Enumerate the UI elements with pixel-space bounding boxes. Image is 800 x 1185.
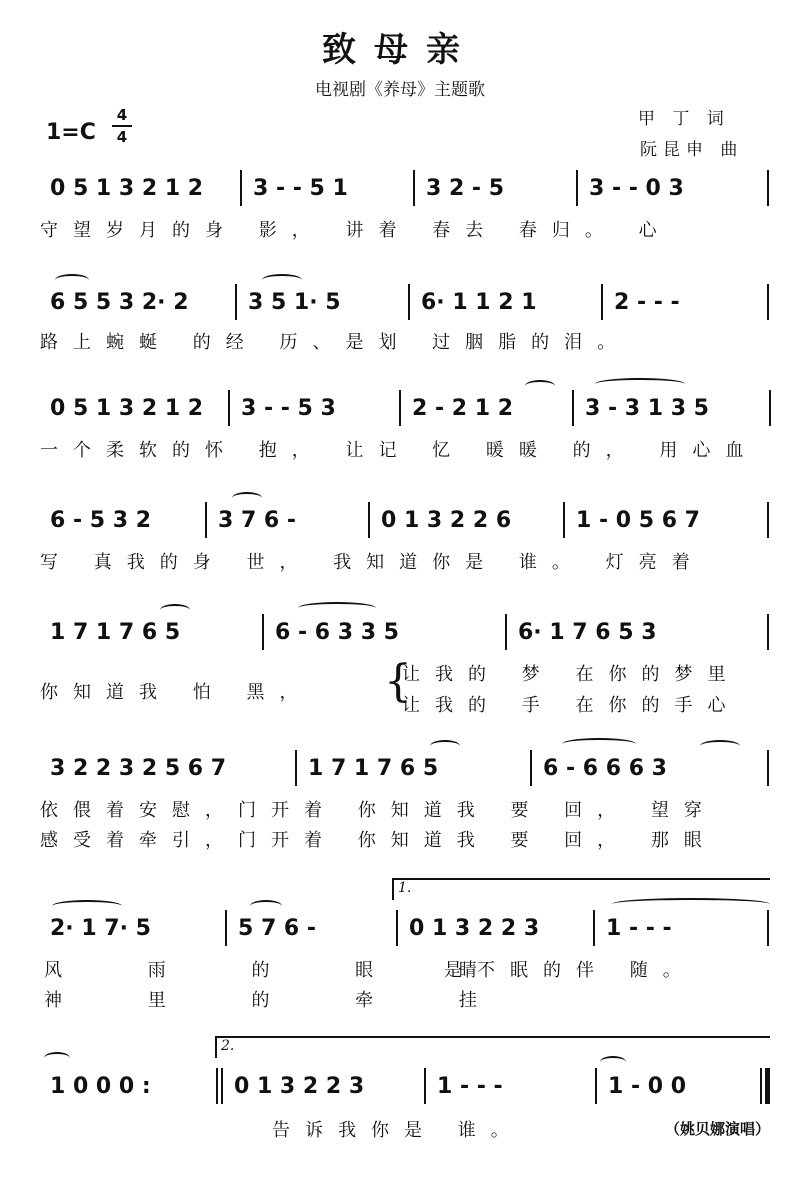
lyric-line: 守望岁月的身 影， 讲着 春去 春归。 心 — [40, 220, 672, 241]
staff-system-2 — [0, 282, 800, 322]
lyric-line: 神 里 的 牵 挂 — [44, 990, 517, 1011]
measure: 0 1 3 2 2 3 — [234, 1073, 365, 1099]
lyric-verse-2: 让我的 手 在你的手心 — [402, 695, 741, 716]
measure: 3 - - 5 1 — [253, 175, 348, 201]
measure: 1 0 0 0 : — [50, 1073, 151, 1099]
measure: 6 5 5 3 2· 2 — [50, 289, 189, 315]
verse-brace: { — [384, 656, 412, 707]
measure: 0 1 3 2 2 6 — [381, 507, 512, 533]
lyric-line: 依偎着安慰，门开着 你知道我 要 回， 望穿 — [40, 800, 717, 821]
staff-system-8 — [0, 1066, 800, 1106]
lyric-line: 一个柔软的怀 抱， 让记 忆 暖暖 的， 用心血 — [40, 440, 759, 461]
lyricist-credit: 甲 丁 词 — [638, 109, 730, 129]
measure: 3 2 2 3 2 5 6 7 — [50, 755, 227, 781]
staff-system-5 — [0, 612, 800, 652]
measure: 3 - 3 1 3 5 — [585, 395, 709, 421]
staff-system-7 — [0, 908, 800, 948]
measure: 0 1 3 2 2 3 — [409, 915, 540, 941]
measure: 0 5 1 3 2 1 2 — [50, 395, 204, 421]
performer-credit: （姚贝娜演唱） — [664, 1120, 770, 1138]
song-subtitle: 电视剧《养母》主题歌 — [315, 80, 485, 100]
lyric-line: 你知道我 怕 黑， — [40, 682, 313, 703]
measure: 2 - - - — [614, 289, 680, 315]
measure: 1 7 1 7 6 5 — [50, 619, 181, 645]
lyric-line: 写 真我的身 世， 我知道你是 谁。 灯亮着 — [40, 552, 705, 573]
second-ending-bracket: 2. — [215, 1036, 770, 1058]
first-ending-bracket: 1. — [392, 878, 770, 900]
lyric-line: 感受着牵引，门开着 你知道我 要 回， 那眼 — [40, 830, 717, 851]
time-signature — [112, 106, 132, 146]
composer-credit: 阮昆申 曲 — [640, 140, 744, 160]
measure: 1 7 1 7 6 5 — [308, 755, 439, 781]
measure: 1 - - - — [437, 1073, 503, 1099]
lyric-line: 告诉我你是 谁。 — [272, 1120, 524, 1141]
staff-system-1 — [0, 168, 800, 208]
time-signature-top: 4 — [116, 106, 128, 124]
measure: 6 - 5 3 2 — [50, 507, 151, 533]
staff-system-3 — [0, 388, 800, 428]
measure: 3 7 6 - — [218, 507, 297, 533]
measure: 3 2 - 5 — [426, 175, 505, 201]
measure: 3 - - 5 3 — [241, 395, 336, 421]
time-signature-bottom: 4 — [116, 128, 128, 146]
lyric-line: 路上蜿蜒 的经 历、是划 过胭脂的泪。 — [40, 332, 631, 353]
measure: 1 - 0 5 6 7 — [576, 507, 700, 533]
measure: 1 - 0 0 — [608, 1073, 687, 1099]
measure: 6 - 6 3 3 5 — [275, 619, 399, 645]
measure: 6· 1 1 2 1 — [421, 289, 537, 315]
lyric-verse-1: 让我的 梦 在你的梦里 — [402, 664, 741, 685]
key-signature: 1=C — [46, 120, 96, 145]
measure: 2· 1 7· 5 — [50, 915, 151, 941]
measure: 0 5 1 3 2 1 2 — [50, 175, 204, 201]
staff-system-4 — [0, 500, 800, 540]
staff-system-6 — [0, 748, 800, 788]
measure: 6 - 6 6 6 3 — [543, 755, 667, 781]
measure: 2 - 2 1 2 — [412, 395, 513, 421]
measure: 5 7 6 - — [238, 915, 317, 941]
measure: 6· 1 7 6 5 3 — [518, 619, 657, 645]
lyric-line: 是不眠的伴 随。 — [444, 960, 696, 981]
measure: 1 - - - — [606, 915, 672, 941]
song-title: 致母亲 — [322, 30, 478, 70]
lyric-line: 风 雨 的 眼 睛 — [44, 960, 517, 981]
measure: 3 5 1· 5 — [248, 289, 341, 315]
measure: 3 - - 0 3 — [589, 175, 684, 201]
